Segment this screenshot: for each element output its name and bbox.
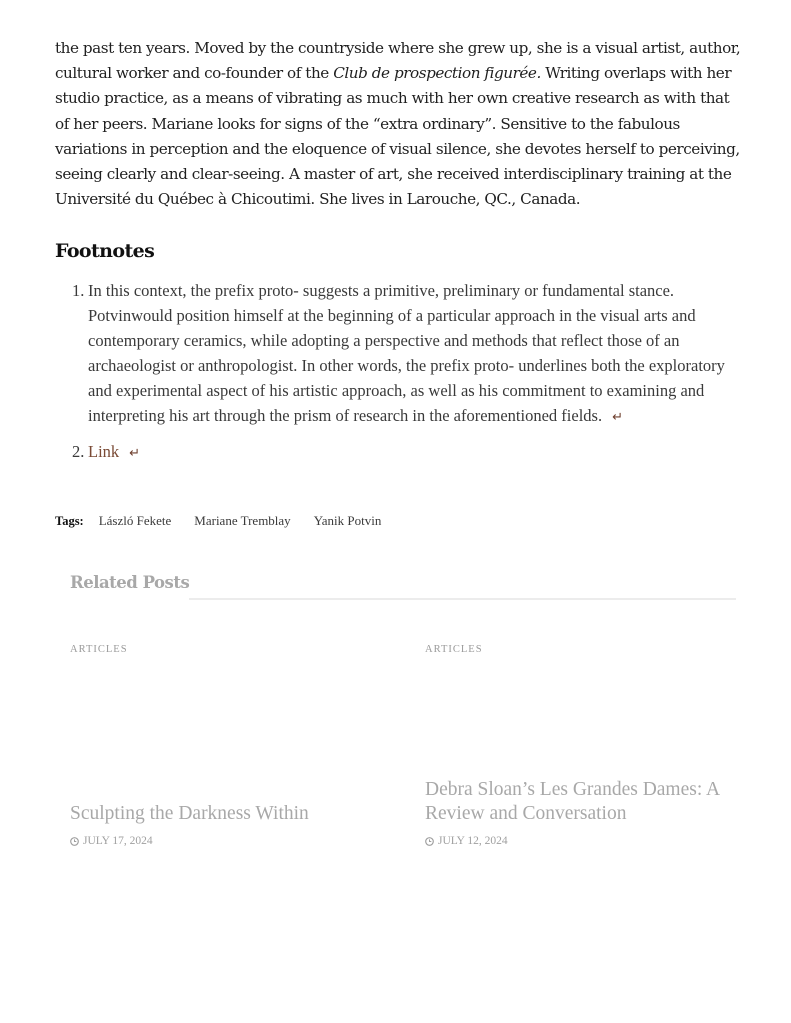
tags-row <box>55 513 404 529</box>
footnote-item <box>55 278 735 431</box>
related-post-card[interactable] <box>425 644 735 826</box>
post-date <box>70 835 153 847</box>
related-posts-divider <box>189 598 736 600</box>
footnotes-list <box>55 278 735 466</box>
post-date <box>425 835 508 847</box>
tag-yanik-potvin[interactable]: Yanik Potvin <box>313 513 382 528</box>
clock-icon <box>70 837 79 846</box>
clock-icon <box>425 837 434 846</box>
bio-club-name: Club de prospection figurée. <box>333 64 541 83</box>
footnote-link[interactable]: Link <box>88 441 120 461</box>
footnote-return-icon[interactable]: ↵ <box>129 445 141 461</box>
author-bio <box>55 36 745 212</box>
post-date-text: JULY 17, 2024 <box>83 835 153 847</box>
footnote-number: 2. <box>72 441 85 461</box>
footnote-number: 1. <box>72 281 85 300</box>
post-date-text: JULY 12, 2024 <box>438 835 508 847</box>
footnote-return-icon[interactable]: ↵ <box>612 410 623 426</box>
footnote-text: In this context, the prefix proto- suggests a primitive, preliminary or fundamental stance. Potvinwould position himself at the beginning of a particular approach in the visual arts and contemporary ceramics, while adopting a perspective and methods that reflect those of an archaeologist or anthropologist. In other words, the prefix proto- underlines both the exploratory and experimental aspect of his artistic approach, as well as his commitment to examining and interpreting his art through the prism of research in the aforementioned fields. <box>88 281 725 426</box>
tags-label: Tags: <box>55 514 84 528</box>
post-category[interactable]: ARTICLES <box>70 644 128 655</box>
related-posts-heading: Related Posts <box>70 573 190 592</box>
tag-mariane-tremblay[interactable]: Mariane Tremblay <box>194 513 291 528</box>
related-post-card[interactable] <box>70 644 380 826</box>
bio-text-after: Writing overlaps with her studio practice, as a means of vibrating as much with her own creative research as with that of her peers. Mariane looks for signs of the “extra ordinary”. Sensitive to the fabulous variations in perception and the eloquence of visual silence, she devotes herself to perceiving, seeing clearly and clear-seeing. A master of art, she received interdisciplinary training at the Université du Québec à Chicoutimi. She lives in Larouche, QC., Canada. <box>55 64 740 209</box>
post-title[interactable]: Sculpting the Darkness Within <box>70 803 309 824</box>
bio-text-before: the past ten years. Moved by the countryside where she grew up, she is a visual artist, author, cultural worker and co-founder of the <box>55 39 741 83</box>
post-category[interactable]: ARTICLES <box>425 644 483 655</box>
tag-laszlo-fekete[interactable]: László Fekete <box>98 513 172 528</box>
footnotes-heading: Footnotes <box>55 240 155 262</box>
post-title[interactable]: Debra Sloan’s Les Grandes Dames: A Review and Conversation <box>425 779 720 824</box>
footnote-item <box>55 439 735 466</box>
